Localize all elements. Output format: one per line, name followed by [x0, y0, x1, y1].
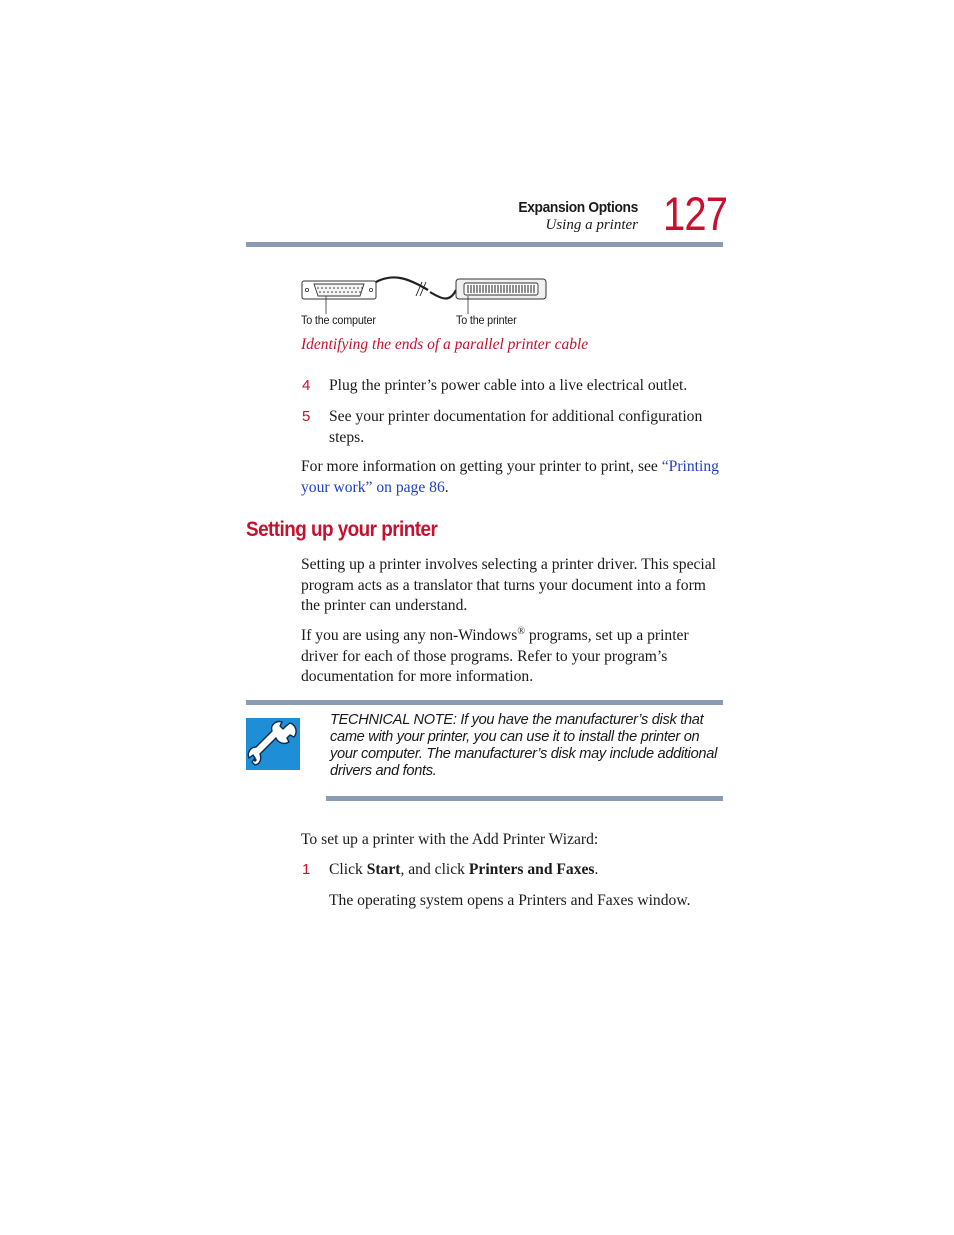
page-number: 127	[663, 187, 728, 240]
paragraph	[301, 626, 723, 688]
step-text-mid: , and click	[400, 861, 469, 878]
step-text: See your printer documentation for additional configuration steps.	[329, 408, 703, 446]
step-number: 4	[302, 377, 311, 394]
section-heading: Setting up your printer	[246, 518, 438, 541]
step-text	[329, 860, 723, 881]
cross-reference-link[interactable]: “Printing your work” on page 86	[301, 458, 719, 496]
step-number: 1	[302, 861, 311, 878]
running-header-section: Expansion Options	[518, 199, 638, 216]
wrench-icon	[246, 718, 300, 770]
note-rule-top	[246, 700, 723, 705]
parallel-cable-illustration	[298, 268, 558, 318]
paragraph: To set up a printer with the Add Printer Wizard:	[301, 831, 599, 848]
figure-label-computer: To the computer	[301, 313, 376, 327]
step-text: Plug the printer’s power cable into a live electrical outlet.	[329, 377, 688, 394]
step-number: 5	[302, 408, 311, 425]
figure-caption: Identifying the ends of a parallel printer cable	[301, 336, 589, 353]
paragraph: Setting up a printer involves selecting a printer driver. This special program acts as a translator that turns your document into a form the printer can understand.	[301, 556, 717, 614]
paragraph-start: If you are using any non-Windows	[301, 627, 518, 644]
more-info-end: .	[444, 478, 449, 496]
technical-note-text: TECHNICAL NOTE: If you have the manufacturer’s disk that came with your printer, you can use it to install the printer on your computer. The manufacturer’s disk may include additional drivers and fonts.	[330, 712, 718, 779]
more-info-text: For more information on getting your printer to print, see	[301, 458, 658, 475]
step-text-start: Click	[329, 861, 367, 878]
step-result: The operating system opens a Printers and Faxes window.	[329, 892, 691, 909]
step-text-end: .	[594, 861, 599, 878]
header-rule	[246, 242, 723, 247]
registered-mark: ®	[517, 625, 525, 637]
more-info-paragraph	[301, 457, 721, 498]
printers-and-faxes-term: Printers and Faxes	[468, 861, 595, 878]
paragraph-end: programs, set up a printer driver for each of those programs. Refer to your program’s documentation for more information.	[301, 627, 689, 685]
note-rule-bottom	[326, 796, 723, 801]
figure-label-printer: To the printer	[456, 313, 517, 327]
running-header-subsection: Using a printer	[545, 217, 638, 233]
start-term: Start	[366, 861, 401, 878]
